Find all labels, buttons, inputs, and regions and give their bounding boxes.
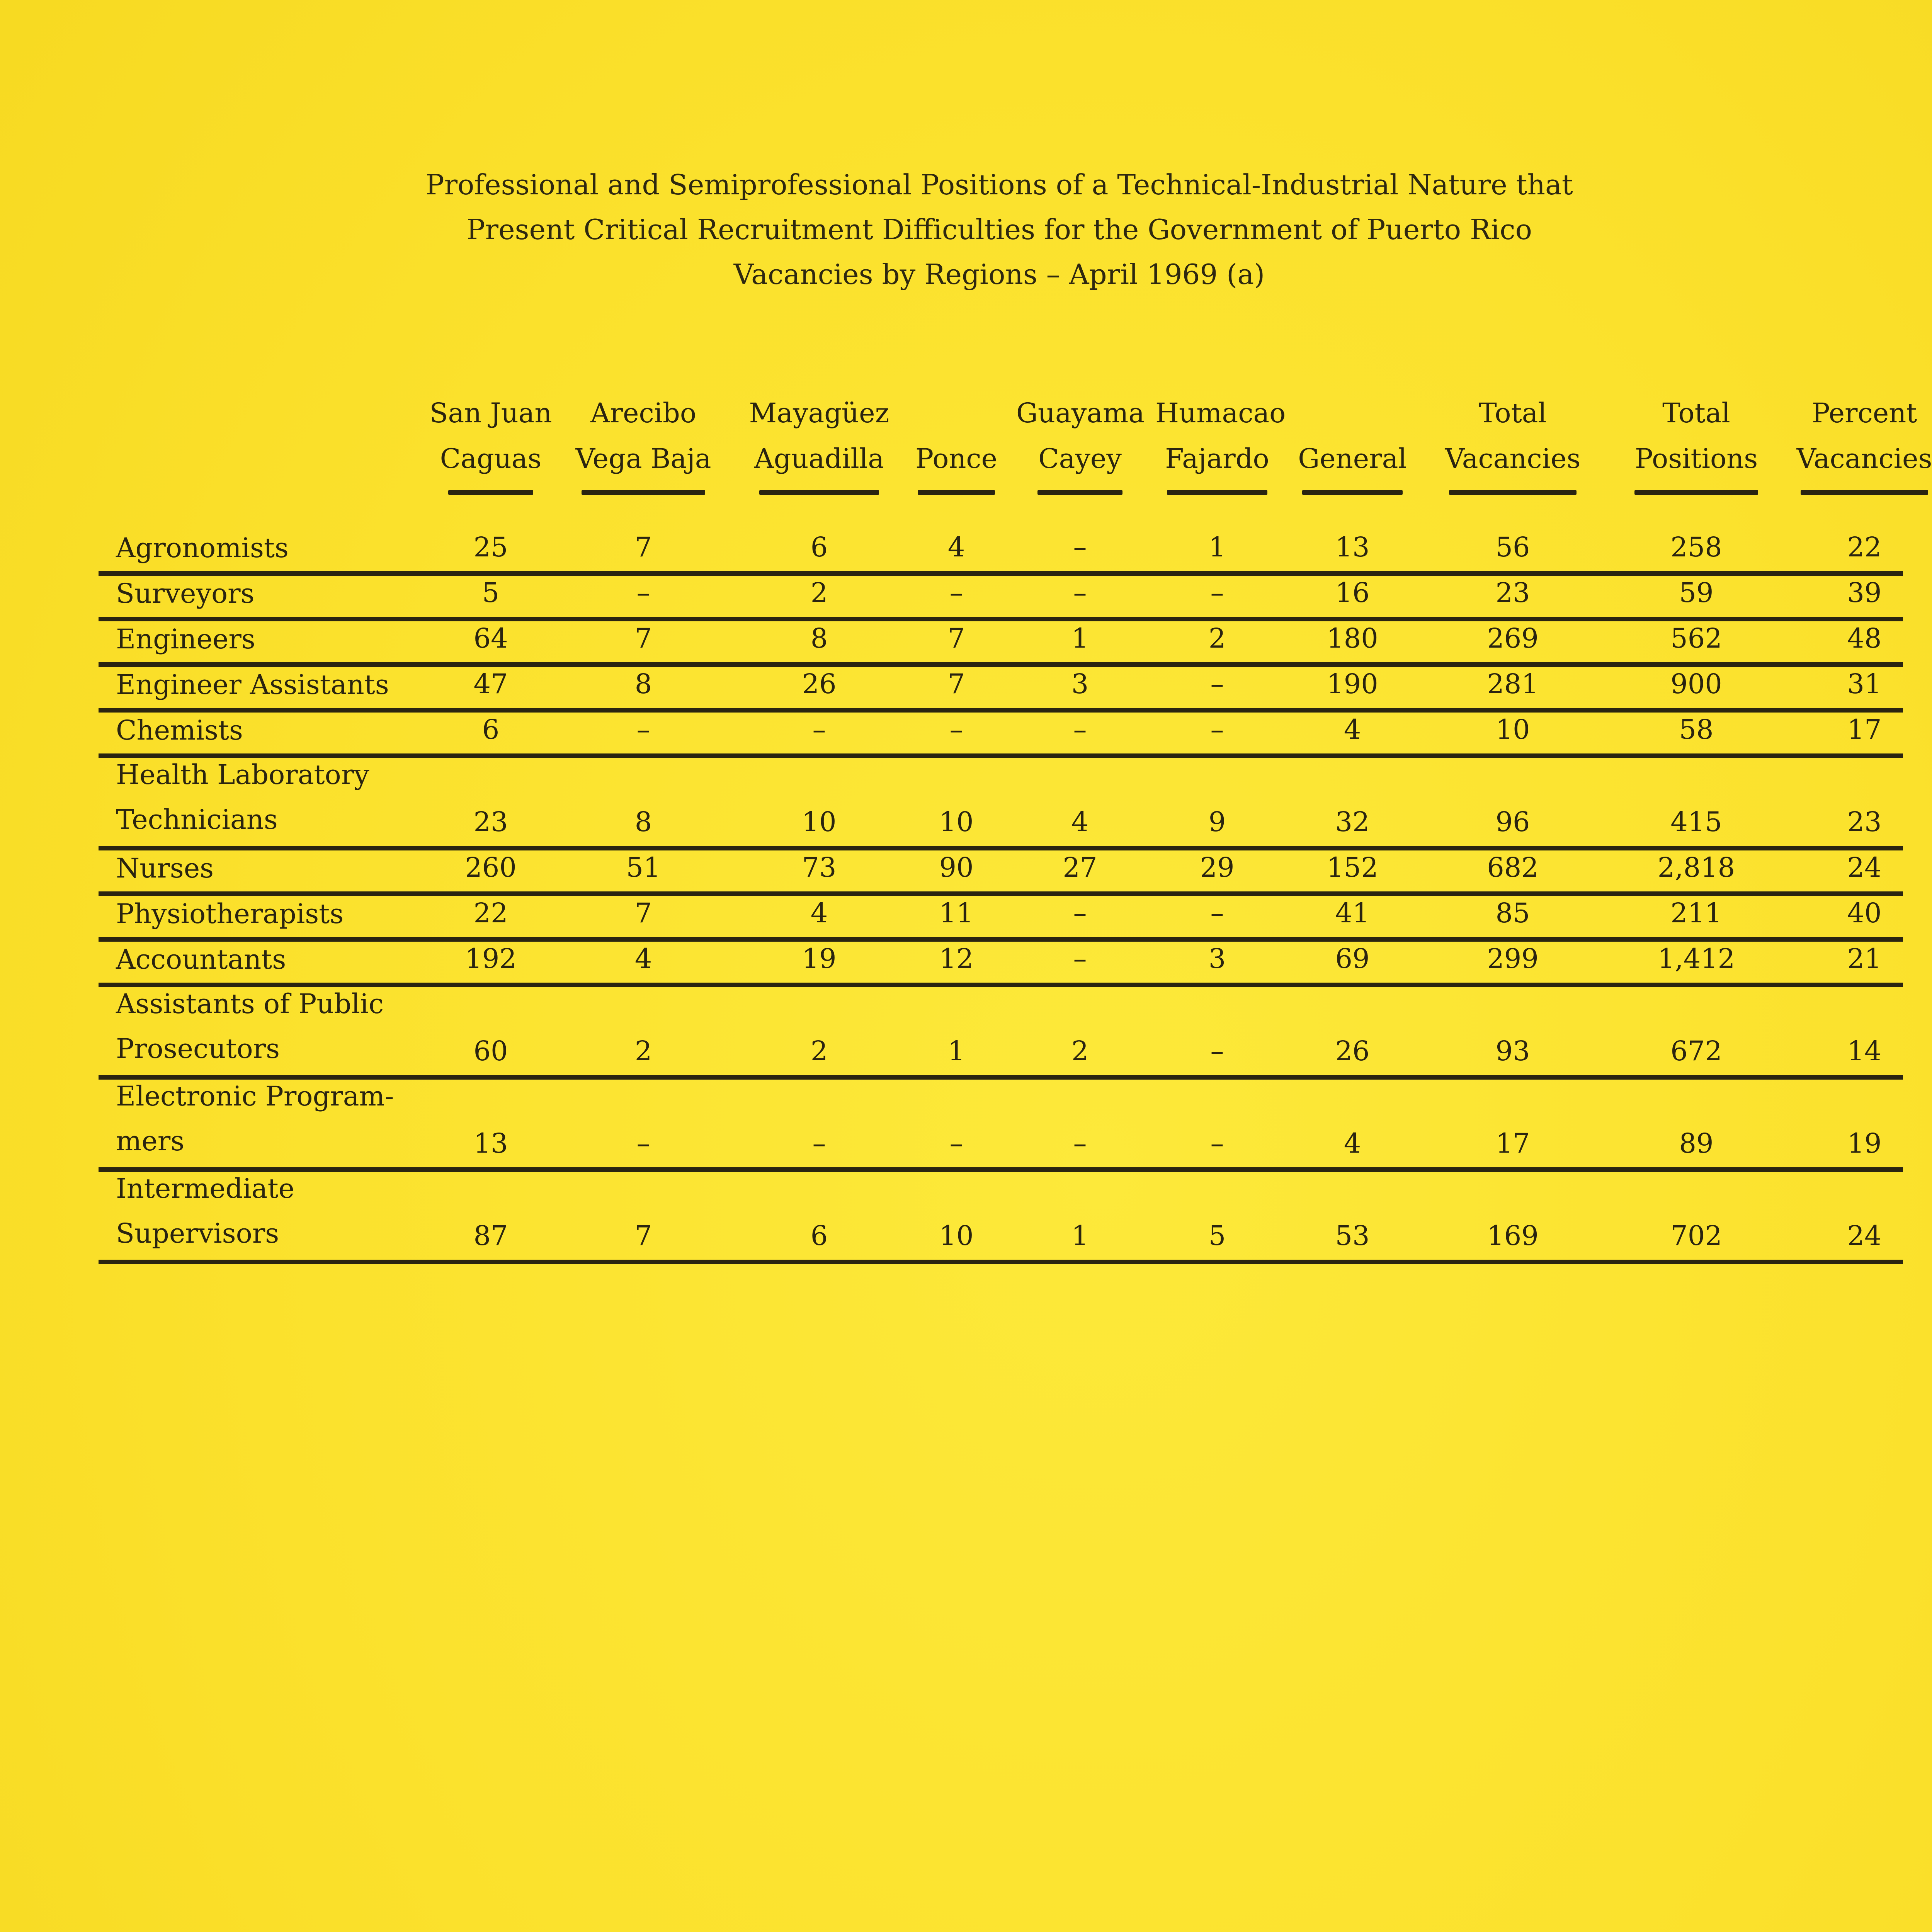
table-cell: 48 xyxy=(1847,622,1882,654)
row-label xyxy=(116,1166,294,1256)
table-cell: – xyxy=(636,1128,650,1159)
row-label-line-2: Technicians xyxy=(116,804,278,835)
column-header-underline xyxy=(1037,490,1122,495)
table-cell: 1 xyxy=(1208,531,1226,563)
table-cell: 190 xyxy=(1327,668,1378,700)
column-header-line-1 xyxy=(1294,390,1410,436)
table-cell: 299 xyxy=(1487,943,1539,975)
title-line-3: Vacancies by Regions – April 1969 (a) xyxy=(733,258,1265,291)
table-cell: 1 xyxy=(947,1035,965,1067)
table-cell: 7 xyxy=(634,531,652,563)
table-cell: 211 xyxy=(1670,897,1722,929)
table-cell: 415 xyxy=(1670,806,1722,838)
table-cell: 11 xyxy=(939,897,974,929)
table-cell: 192 xyxy=(465,943,517,975)
table-cell: 14 xyxy=(1847,1035,1882,1067)
table-cell: 672 xyxy=(1670,1035,1722,1067)
table-cell: 22 xyxy=(473,897,508,929)
table-cell: 4 xyxy=(1344,1128,1361,1159)
table-cell: 10 xyxy=(939,806,974,838)
row-label-line-1: Nurses xyxy=(116,852,214,884)
table-cell: 5 xyxy=(482,577,500,609)
table-cell: – xyxy=(1210,714,1224,745)
table-cell: 22 xyxy=(1847,531,1882,563)
table-cell: 47 xyxy=(473,668,508,700)
table-row xyxy=(99,987,1903,1080)
column-header-line-1 xyxy=(906,390,1007,436)
table-cell: 1 xyxy=(1071,622,1089,654)
row-label-line-1: Assistants of Public xyxy=(116,988,384,1020)
table-cell: 6 xyxy=(810,1220,828,1252)
table-cell: 2 xyxy=(810,577,828,609)
table-cell: 19 xyxy=(802,943,837,975)
row-label xyxy=(116,981,384,1071)
table-cell: 258 xyxy=(1670,531,1722,563)
table-row xyxy=(99,1080,1903,1172)
column-header-underline xyxy=(1302,490,1403,495)
row-label-line-1: Surveyors xyxy=(116,578,255,609)
table-cell: 32 xyxy=(1335,806,1370,838)
table-cell: – xyxy=(1210,577,1224,609)
column-header xyxy=(1791,390,1932,495)
column-header-line-1: Mayagüez xyxy=(749,397,889,429)
column-header-line-2: Caguas xyxy=(440,443,542,474)
table-row xyxy=(99,576,1903,621)
table-cell: 93 xyxy=(1495,1035,1530,1067)
row-label-line-1: Engineer Assistants xyxy=(116,669,389,701)
title-line-1: Professional and Semiprofessional Positions of a Technical-Industrial Nature that xyxy=(425,168,1573,201)
table-cell: 180 xyxy=(1327,622,1378,654)
table-cell: 73 xyxy=(802,852,837,883)
table-cell: 96 xyxy=(1495,806,1530,838)
table-cell: 87 xyxy=(473,1220,508,1252)
table-row xyxy=(99,942,1903,987)
table-cell: 4 xyxy=(634,943,652,975)
table-cell: – xyxy=(812,714,826,745)
column-header xyxy=(570,390,717,495)
column-header-line-1: Guayama xyxy=(1016,397,1145,429)
table-cell: 13 xyxy=(473,1128,508,1159)
table-title xyxy=(0,162,1932,297)
table-cell: 6 xyxy=(482,714,500,745)
table-cell: – xyxy=(1073,531,1087,563)
column-header-line-2: Vacancies xyxy=(1445,443,1581,474)
table-cell: – xyxy=(636,714,650,745)
table-cell: 31 xyxy=(1847,668,1882,700)
table-cell: 9 xyxy=(1208,806,1226,838)
table-cell: 89 xyxy=(1679,1128,1714,1159)
table-cell: 24 xyxy=(1847,1220,1882,1252)
row-label-line-1: Physiotherapists xyxy=(116,898,344,930)
table-cell: – xyxy=(636,577,650,609)
row-label xyxy=(116,752,369,842)
table-cell: 21 xyxy=(1847,943,1882,975)
table-cell: 10 xyxy=(1495,714,1530,745)
table-cell: 26 xyxy=(1335,1035,1370,1067)
table-row xyxy=(99,713,1903,758)
table-cell: – xyxy=(949,577,963,609)
table-cell: – xyxy=(1210,1035,1224,1067)
table-row xyxy=(99,530,1903,576)
row-label-line-1: Accountants xyxy=(116,944,286,975)
vacancies-table xyxy=(99,390,1932,1264)
column-header-underline xyxy=(759,490,879,495)
column-header-underline xyxy=(1634,490,1758,495)
table-cell: 58 xyxy=(1679,714,1714,745)
table-cell: 6 xyxy=(810,531,828,563)
table-cell: 281 xyxy=(1487,668,1539,700)
table-cell: 17 xyxy=(1495,1128,1530,1159)
table-cell: 69 xyxy=(1335,943,1370,975)
column-header-underline xyxy=(1801,490,1928,495)
table-cell: 85 xyxy=(1495,897,1530,929)
table-cell: 23 xyxy=(473,806,508,838)
column-header-underline xyxy=(918,490,995,495)
column-header xyxy=(1016,390,1144,495)
table-cell: 7 xyxy=(947,622,965,654)
table-header xyxy=(99,390,1932,495)
table-cell: 169 xyxy=(1487,1220,1539,1252)
table-cell: 10 xyxy=(802,806,837,838)
column-header-underline xyxy=(1449,490,1577,495)
table-cell: 40 xyxy=(1847,897,1882,929)
table-cell: 17 xyxy=(1847,714,1882,745)
table-cell: 26 xyxy=(802,668,837,700)
table-cell: 1,412 xyxy=(1657,943,1735,975)
table-cell: – xyxy=(1210,1128,1224,1159)
column-header-line-2: Aguadilla xyxy=(754,443,884,474)
table-cell: 269 xyxy=(1487,622,1539,654)
row-label xyxy=(116,620,255,658)
column-header xyxy=(1155,390,1286,495)
table-cell: 7 xyxy=(634,897,652,929)
column-header-underline xyxy=(448,490,533,495)
column-header-line-2: General xyxy=(1298,443,1407,474)
table-cell: 4 xyxy=(1071,806,1089,838)
table-cell: – xyxy=(1073,577,1087,609)
row-label xyxy=(116,895,344,933)
table-cell: 10 xyxy=(939,1220,974,1252)
column-header-line-2: Cayey xyxy=(1038,443,1122,474)
column-header-underline xyxy=(1167,490,1267,495)
table-cell: 8 xyxy=(634,668,652,700)
table-cell: 1 xyxy=(1071,1220,1089,1252)
column-header-line-1: Total xyxy=(1662,397,1730,429)
table-cell: 13 xyxy=(1335,531,1370,563)
row-label-line-1: Engineers xyxy=(116,623,255,655)
row-label-line-2: Prosecutors xyxy=(116,1033,280,1065)
row-label xyxy=(116,849,214,888)
table-cell: 5 xyxy=(1208,1220,1226,1252)
table-cell: 60 xyxy=(473,1035,508,1067)
table-cell: 16 xyxy=(1335,577,1370,609)
table-cell: 12 xyxy=(939,943,974,975)
column-header xyxy=(1627,390,1766,495)
table-cell: 27 xyxy=(1063,852,1097,883)
table-row xyxy=(99,896,1903,942)
row-label-line-1: Health Laboratory xyxy=(116,759,369,791)
table-cell: 260 xyxy=(465,852,517,883)
table-cell: – xyxy=(949,714,963,745)
column-header-line-2: Positions xyxy=(1634,443,1758,474)
table-cell: – xyxy=(1073,714,1087,745)
table-cell: 8 xyxy=(810,622,828,654)
table-cell: 64 xyxy=(473,622,508,654)
table-cell: 2 xyxy=(1208,622,1226,654)
table-cell: 2 xyxy=(634,1035,652,1067)
row-label-line-1: Agronomists xyxy=(116,532,289,564)
table-row xyxy=(99,621,1903,667)
title-line-2: Present Critical Recruitment Difficulties for the Government of Puerto Rico xyxy=(466,213,1532,246)
row-label-line-1: Chemists xyxy=(116,714,243,746)
table-cell: 4 xyxy=(947,531,965,563)
column-header-line-2: Vacancies xyxy=(1796,443,1932,474)
table-cell: 41 xyxy=(1335,897,1370,929)
table-row xyxy=(99,758,1903,850)
table-cell: 53 xyxy=(1335,1220,1370,1252)
row-label xyxy=(116,665,389,704)
table-cell: 562 xyxy=(1670,622,1722,654)
table-cell: 2,818 xyxy=(1657,852,1735,883)
table-cell: 2 xyxy=(1071,1035,1089,1067)
table-cell: – xyxy=(1073,1128,1087,1159)
column-header-line-2: Fajardo xyxy=(1165,443,1269,474)
table-cell: 3 xyxy=(1071,668,1089,700)
column-header xyxy=(746,390,893,495)
column-header-line-2: Ponce xyxy=(915,443,998,474)
table-cell: – xyxy=(1073,897,1087,929)
table-cell: 56 xyxy=(1495,531,1530,563)
table-body xyxy=(99,530,1903,1264)
table-cell: 682 xyxy=(1487,852,1539,883)
table-cell: – xyxy=(1210,668,1224,700)
column-header-underline xyxy=(582,490,705,495)
table-cell: 2 xyxy=(810,1035,828,1067)
table-row xyxy=(99,850,1903,896)
table-cell: 24 xyxy=(1847,852,1882,883)
column-header-line-1: Percent xyxy=(1811,397,1917,429)
table-cell: 23 xyxy=(1495,577,1530,609)
column-header xyxy=(1439,390,1586,495)
row-label-line-2: mers xyxy=(116,1125,185,1157)
table-cell: 152 xyxy=(1327,852,1378,883)
row-label-line-1: Electronic Program- xyxy=(116,1080,394,1112)
table-cell: 51 xyxy=(626,852,661,883)
column-header-line-1: Humacao xyxy=(1155,397,1286,429)
row-label xyxy=(116,1074,394,1163)
table-cell: 19 xyxy=(1847,1128,1882,1159)
table-cell: 7 xyxy=(634,622,652,654)
table-cell: 59 xyxy=(1679,577,1714,609)
table-cell: – xyxy=(1210,897,1224,929)
table-cell: – xyxy=(949,1128,963,1159)
column-header xyxy=(425,390,556,495)
row-label xyxy=(116,711,243,750)
row-label-line-1: Intermediate xyxy=(116,1173,295,1204)
table-cell: 8 xyxy=(634,806,652,838)
table-cell: 7 xyxy=(634,1220,652,1252)
table-cell: 23 xyxy=(1847,806,1882,838)
column-header-line-1: Arecibo xyxy=(590,397,696,429)
table-cell: 29 xyxy=(1200,852,1235,883)
row-label xyxy=(116,574,255,613)
table-cell: 4 xyxy=(810,897,828,929)
table-cell: 702 xyxy=(1670,1220,1722,1252)
row-label xyxy=(116,940,286,979)
table-cell: 4 xyxy=(1344,714,1361,745)
table-cell: 3 xyxy=(1208,943,1226,975)
table-cell: 90 xyxy=(939,852,974,883)
column-header-line-1: San Juan xyxy=(429,397,552,429)
table-row xyxy=(99,1172,1903,1264)
column-header xyxy=(906,390,1007,495)
row-label-line-2: Supervisors xyxy=(116,1218,279,1249)
row-label xyxy=(116,529,289,567)
table-cell: – xyxy=(812,1128,826,1159)
table-cell: 39 xyxy=(1847,577,1882,609)
table-cell: 900 xyxy=(1670,668,1722,700)
table-cell: 25 xyxy=(473,531,508,563)
table-row xyxy=(99,667,1903,713)
table-cell: – xyxy=(1073,943,1087,975)
column-header-line-2: Vega Baja xyxy=(575,443,711,474)
table-cell: 7 xyxy=(947,668,965,700)
column-header-line-1: Total xyxy=(1479,397,1547,429)
column-header xyxy=(1294,390,1410,495)
